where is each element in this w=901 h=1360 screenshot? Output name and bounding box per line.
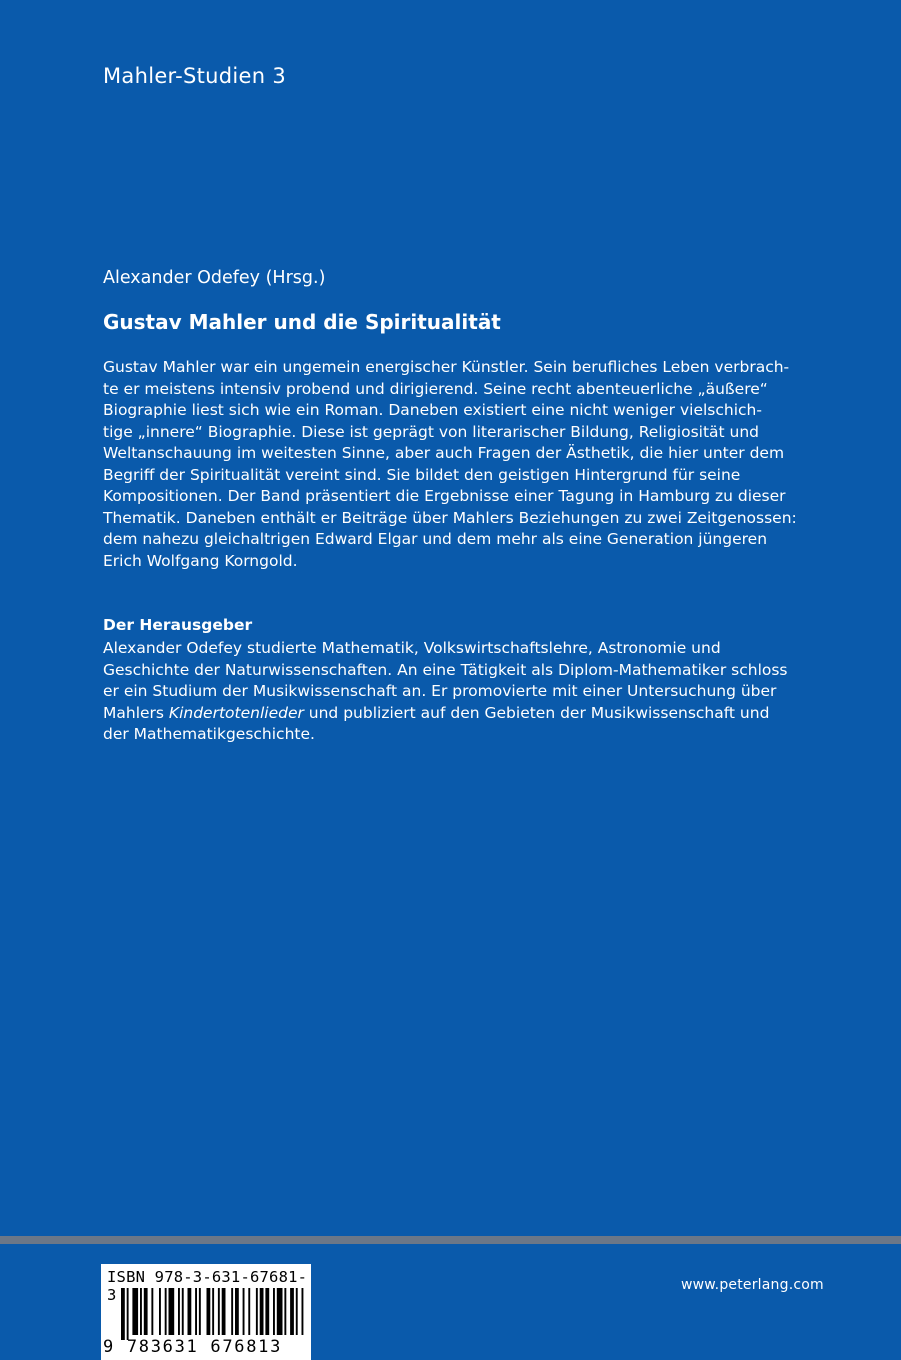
author-line: Alexander Odefey (Hrsg.) [103, 268, 326, 288]
editor-bio-italic-title: Kindertotenlieder [168, 703, 304, 722]
editor-bio-text: Mahlers [103, 703, 169, 722]
editor-heading: Der Herausgeber [103, 616, 253, 634]
barcode-bar [207, 1288, 211, 1335]
barcode-bar [169, 1288, 175, 1335]
blurb-line: Thematik. Daneben enthält er Beiträge über Mahlers Beziehungen zu zwei Zeitgenossen: [103, 508, 797, 527]
blurb-line: tige „innere“ Biographie. Diese ist geprägt von literarischer Bildung, Religiosität und [103, 422, 760, 441]
blurb-line: Kompositionen. Der Band präsentiert die Ergebnisse einer Tagung in Hamburg zu dieser [103, 487, 786, 505]
blurb-line: Erich Wolfgang Korngold. [103, 551, 298, 570]
barcode-bar [260, 1288, 264, 1335]
editor-bio [103, 638, 788, 746]
barcode-bar [290, 1288, 294, 1335]
barcode-bar [231, 1288, 233, 1335]
publisher-website: www.peterlang.com [681, 1277, 824, 1293]
series-title: Mahler-Studien 3 [103, 64, 287, 88]
editor-bio-line: er ein Studium der Musikwissenschaft an. Er promovierte mit einer Untersuchung über [103, 682, 777, 700]
barcode-bar [273, 1288, 275, 1335]
barcode-bar [218, 1288, 220, 1335]
editor-bio-line: Alexander Odefey studierte Mathematik, Volkswirtschaftslehre, Astronomie und [103, 639, 721, 657]
blurb-line: Gustav Mahler war ein ungemein energischer Künstler. Sein berufliches Leben verbrach- [103, 358, 790, 376]
barcode-bar [199, 1288, 201, 1335]
barcode-bar [132, 1288, 138, 1335]
barcode-bar [248, 1288, 250, 1335]
blurb-line: Weltanschauung im weitesten Sinne, aber auch Fragen der Ästhetik, die hier unter dem [103, 444, 785, 462]
blurb-line: Biographie liest sich wie ein Roman. Daneben existiert eine nicht weniger vielschich- [103, 401, 762, 419]
barcode-bar [121, 1288, 125, 1340]
barcode-bar [277, 1288, 283, 1335]
barcode-digits: 9 783631 676813 [103, 1337, 283, 1357]
blurb-line: te er meistens intensiv probend und dirigierend. Seine recht abenteuerliche „äußere“ [103, 379, 768, 398]
barcode-bar [296, 1288, 298, 1335]
divider-bar [0, 1236, 901, 1244]
barcode-bar [212, 1288, 214, 1335]
blurb-text [103, 357, 797, 572]
barcode-bar [178, 1288, 180, 1335]
book-title: Gustav Mahler und die Spiritualität [103, 310, 501, 334]
barcode-bar [243, 1288, 245, 1335]
editor-bio-line: Geschichte der Naturwissenschaften. An eine Tätigkeit als Diplom-Mathematiker schloss [103, 660, 788, 679]
barcode-bar [222, 1288, 226, 1335]
editor-bio-line [103, 703, 783, 725]
barcode-bar [284, 1288, 286, 1335]
editor-bio-text: und publiziert auf den Gebieten der Musikwissenschaft und [303, 703, 770, 722]
barcode-bar [256, 1288, 258, 1335]
editor-bio-line: der Mathematikgeschichte. [103, 725, 315, 743]
barcode-bar [302, 1288, 304, 1335]
barcode-bar [151, 1288, 153, 1335]
barcode-bar [182, 1288, 184, 1335]
barcode-bar [165, 1288, 167, 1335]
barcode-bar [188, 1288, 192, 1335]
blurb-line: dem nahezu gleichaltrigen Edward Elgar und dem mehr als eine Generation jüngeren [103, 530, 768, 548]
isbn-label: ISBN 978-3-631-67681-3 [107, 1268, 308, 1304]
barcode-bar [235, 1288, 239, 1335]
barcode-bar [265, 1288, 269, 1335]
barcode-bar [144, 1288, 148, 1335]
barcode-bar [195, 1288, 197, 1335]
barcode-bar [159, 1288, 161, 1335]
blurb-line: Begriff der Spiritualität vereint sind. Sie bildet den geistigen Hintergrund für seine [103, 465, 741, 484]
isbn-barcode [101, 1264, 311, 1360]
barcode-bar [140, 1288, 142, 1335]
barcode-bar [127, 1288, 129, 1340]
